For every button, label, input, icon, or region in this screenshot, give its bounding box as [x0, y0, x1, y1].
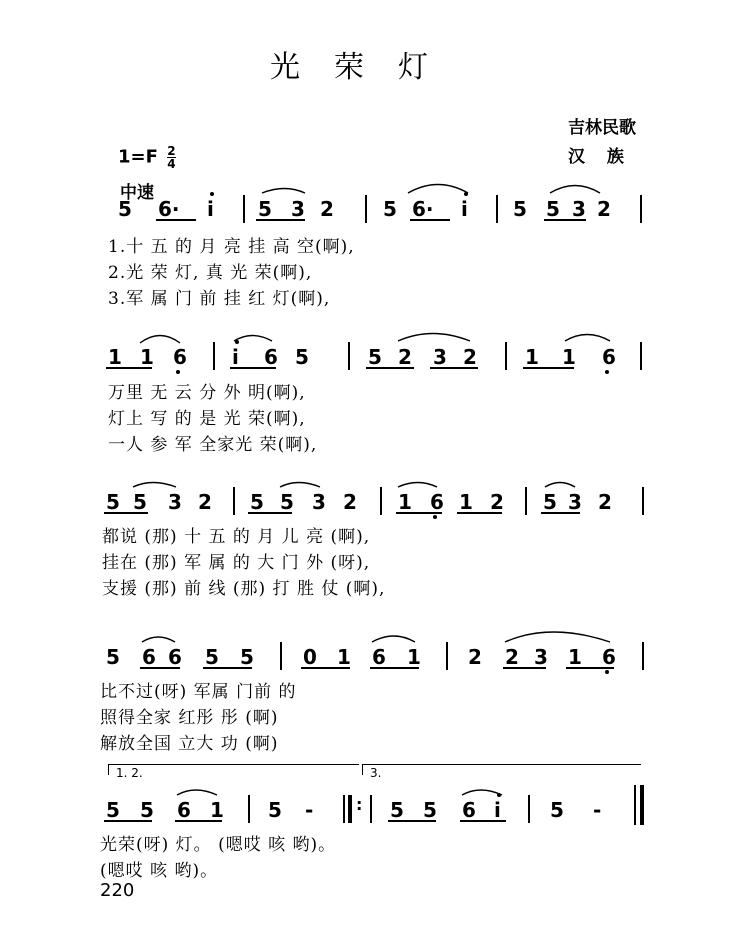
- note: 5: [280, 490, 294, 514]
- note: 5: [546, 197, 560, 221]
- note: 6·: [158, 197, 180, 221]
- note: 5: [118, 197, 132, 221]
- slur: [398, 334, 470, 342]
- slur: [140, 336, 180, 344]
- note: 5: [543, 490, 557, 514]
- octave-dot: [464, 192, 468, 196]
- lyric-line: 2.光 荣 灯, 真 光 荣(啊),: [108, 263, 313, 283]
- lyric-line: 解放全国 立大 功 (啊): [100, 734, 279, 754]
- note: 2: [463, 345, 477, 369]
- repeat-dots: :: [356, 795, 363, 814]
- lyric-line: 一人 参 军 全家光 荣(啊),: [108, 435, 318, 455]
- slur: [262, 189, 305, 194]
- note: 2: [598, 490, 612, 514]
- lyric-line: 挂在 (那) 军 属 的 大 门 外 (呀),: [102, 553, 371, 573]
- note: 5: [295, 345, 309, 369]
- slur: [280, 483, 320, 488]
- song-title: 光荣灯: [270, 50, 462, 85]
- slur: [177, 790, 217, 795]
- note: 3: [534, 645, 548, 669]
- slur: [398, 483, 437, 488]
- note: 2: [198, 490, 212, 514]
- lyric-line: 3.军 属 门 前 挂 红 灯(啊),: [108, 289, 331, 309]
- time-top: 2: [167, 144, 176, 158]
- note: 1: [562, 345, 576, 369]
- note: 5: [550, 798, 564, 822]
- lyric-line: 灯上 写 的 是 光 荣(啊),: [108, 409, 306, 429]
- octave-dot: [497, 793, 501, 797]
- note: 6: [173, 345, 187, 369]
- slur: [372, 636, 415, 642]
- note: i: [232, 345, 239, 369]
- lyric-line: 支援 (那) 前 线 (那) 打 胜 仗 (啊),: [102, 579, 386, 599]
- lyric-line: 都说 (那) 十 五 的 月 儿 亮 (啊),: [102, 527, 371, 547]
- note: 6: [372, 645, 386, 669]
- slur: [234, 336, 272, 342]
- note: 2: [490, 490, 504, 514]
- note: 6: [264, 345, 278, 369]
- note: 6: [602, 645, 616, 669]
- key-text: 1=F: [118, 146, 158, 168]
- page-number: 220: [100, 880, 135, 901]
- note: 5: [205, 645, 219, 669]
- note: 5: [423, 798, 437, 822]
- note: 5: [513, 197, 527, 221]
- low-octave-dot: [605, 670, 609, 674]
- note: 3: [568, 490, 582, 514]
- lyric-line: 万里 无 云 分 外 明(啊),: [108, 383, 306, 403]
- slur: [462, 790, 502, 795]
- slur: [133, 483, 176, 488]
- lyric-line: 1.十 五 的 月 亮 挂 高 空(啊),: [108, 237, 355, 257]
- note: 1: [108, 345, 122, 369]
- note: 3: [291, 197, 305, 221]
- note: 2: [343, 490, 357, 514]
- note: 1: [398, 490, 412, 514]
- slur: [505, 632, 610, 642]
- note: 6·: [412, 197, 434, 221]
- slur: [545, 483, 575, 488]
- lyric-line: (嗯哎 咳 哟)。: [100, 861, 219, 881]
- note: 5: [106, 645, 120, 669]
- slur: [408, 185, 468, 194]
- note: -: [305, 798, 314, 822]
- note: 6: [142, 645, 156, 669]
- note: 2: [320, 197, 334, 221]
- low-octave-dot: [176, 370, 180, 374]
- note: 5: [368, 345, 382, 369]
- note: 5: [240, 645, 254, 669]
- octave-dot: [210, 192, 214, 196]
- note: 5: [268, 798, 282, 822]
- note: 2: [597, 197, 611, 221]
- note: 3: [433, 345, 447, 369]
- note: 3: [572, 197, 586, 221]
- note: 6: [177, 798, 191, 822]
- note: 1: [568, 645, 582, 669]
- note: 5: [390, 798, 404, 822]
- octave-dot: [235, 340, 239, 344]
- note: 5: [106, 490, 120, 514]
- note: 5: [106, 798, 120, 822]
- lyric-line: 比不过(呀) 军属 门前 的: [100, 682, 297, 702]
- note: 5: [383, 197, 397, 221]
- note: i: [461, 197, 468, 221]
- note: -: [593, 798, 602, 822]
- note: 2: [468, 645, 482, 669]
- note: 5: [258, 197, 272, 221]
- note: 2: [398, 345, 412, 369]
- volta-label: 1. 2.: [116, 766, 143, 780]
- note: 1: [140, 345, 154, 369]
- note: 0: [303, 645, 317, 669]
- note: 2: [505, 645, 519, 669]
- note: 1: [210, 798, 224, 822]
- low-octave-dot: [433, 515, 437, 519]
- note: 6: [462, 798, 476, 822]
- volta-label: 3.: [370, 766, 382, 780]
- slur: [565, 335, 610, 342]
- lyric-line: 照得全家 红彤 彤 (啊): [100, 708, 279, 728]
- note: i: [207, 197, 214, 221]
- note: 1: [407, 645, 421, 669]
- note: 3: [312, 490, 326, 514]
- note: 6: [168, 645, 182, 669]
- lyric-line: 光荣(呀) 灯。 (嗯哎 咳 哟)。: [100, 835, 337, 855]
- slur: [550, 186, 600, 194]
- note: 1: [525, 345, 539, 369]
- slur: [142, 637, 175, 642]
- note: 3: [168, 490, 182, 514]
- time-bottom: 4: [167, 157, 176, 171]
- low-octave-dot: [605, 370, 609, 374]
- tempo-marking: 中速: [120, 183, 154, 203]
- note: 5: [133, 490, 147, 514]
- note: 5: [140, 798, 154, 822]
- note: 1: [337, 645, 351, 669]
- note: i: [494, 798, 501, 822]
- note: 5: [250, 490, 264, 514]
- note: 6: [430, 490, 444, 514]
- song-source: 吉林民歌: [568, 118, 636, 138]
- song-ethnicity: 汉 族: [568, 147, 632, 167]
- note: 6: [602, 345, 616, 369]
- note: 1: [459, 490, 473, 514]
